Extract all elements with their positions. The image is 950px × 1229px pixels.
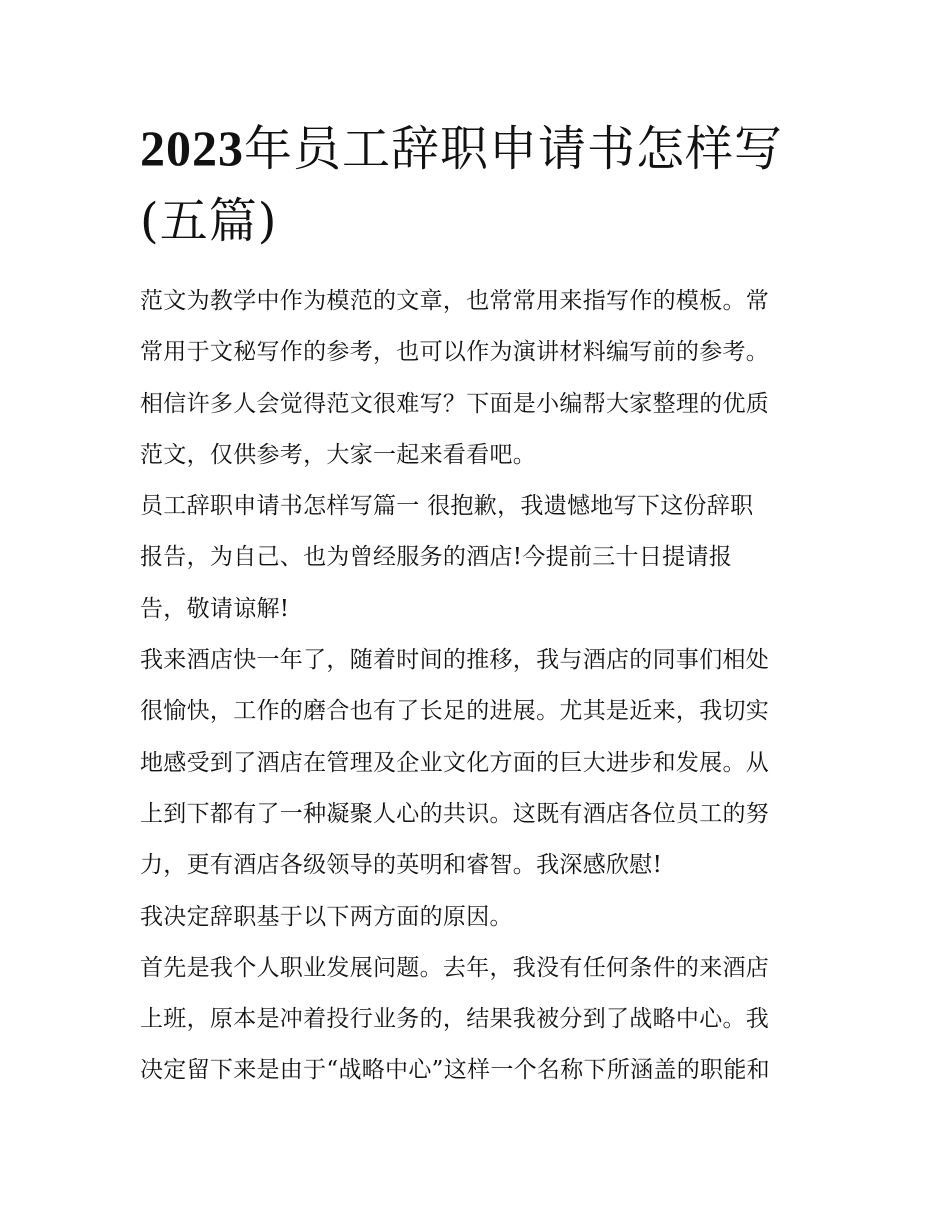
paragraph-line: 常用于文秘写作的参考，也可以作为演讲材料编写前的参考。 (140, 339, 770, 366)
title-line2: (五篇) (140, 193, 278, 249)
paragraph-line: 员工辞职申请书怎样写篇一 很抱歉，我遗憾地写下这份辞职 (140, 493, 754, 520)
paragraph-line: 报告，为自己、也为曾经服务的酒店!今提前三十日提请报 (140, 544, 733, 571)
paragraph-line: 上班，原本是冲着投行业务的，结果我被分到了战略中心。我 (140, 1006, 770, 1033)
paragraph-line: 范文，仅供参考，大家一起来看看吧。 (140, 441, 537, 468)
paragraph-line: 相信许多人会觉得范文很难写？下面是小编帮大家整理的优质 (140, 390, 770, 417)
paragraph-line: 告，敬请谅解! (140, 595, 290, 622)
title-year: 2023 (140, 120, 244, 176)
document-title (140, 112, 820, 257)
paragraph-line: 首先是我个人职业发展问题。去年，我没有任何条件的来酒店 (140, 954, 770, 981)
title-line1-rest: 年员工辞职申请书怎样写 (244, 121, 784, 177)
paragraph-line: 范文为教学中作为模范的文章，也常常用来指写作的模板。常 (140, 288, 770, 314)
paragraph-line: 决定留下来是由于“战略中心”这样一个名称下所涵盖的职能和 (140, 1057, 770, 1084)
document-body (140, 276, 820, 1097)
paragraph-reasons-intro (140, 892, 820, 943)
paragraph-career-reason (140, 943, 820, 1097)
paragraph-line: 力，更有酒店各级领导的英明和睿智。我深感欣慰! (140, 852, 663, 879)
paragraph-line: 很愉快，工作的磨合也有了长足的进展。尤其是近来，我切实 (140, 698, 770, 725)
paragraph-hotel-experience (140, 635, 820, 891)
paragraph-line: 我来酒店快一年了，随着时间的推移，我与酒店的同事们相处 (140, 647, 770, 674)
paragraph-line: 上到下都有了一种凝聚人心的共识。这既有酒店各位员工的努 (140, 800, 770, 827)
paragraph-line: 地感受到了酒店在管理及企业文化方面的巨大进步和发展。从 (140, 749, 770, 776)
paragraph-intro (140, 276, 820, 481)
paragraph-line: 我决定辞职基于以下两方面的原因。 (140, 903, 513, 930)
paragraph-section-one-opening (140, 481, 820, 635)
